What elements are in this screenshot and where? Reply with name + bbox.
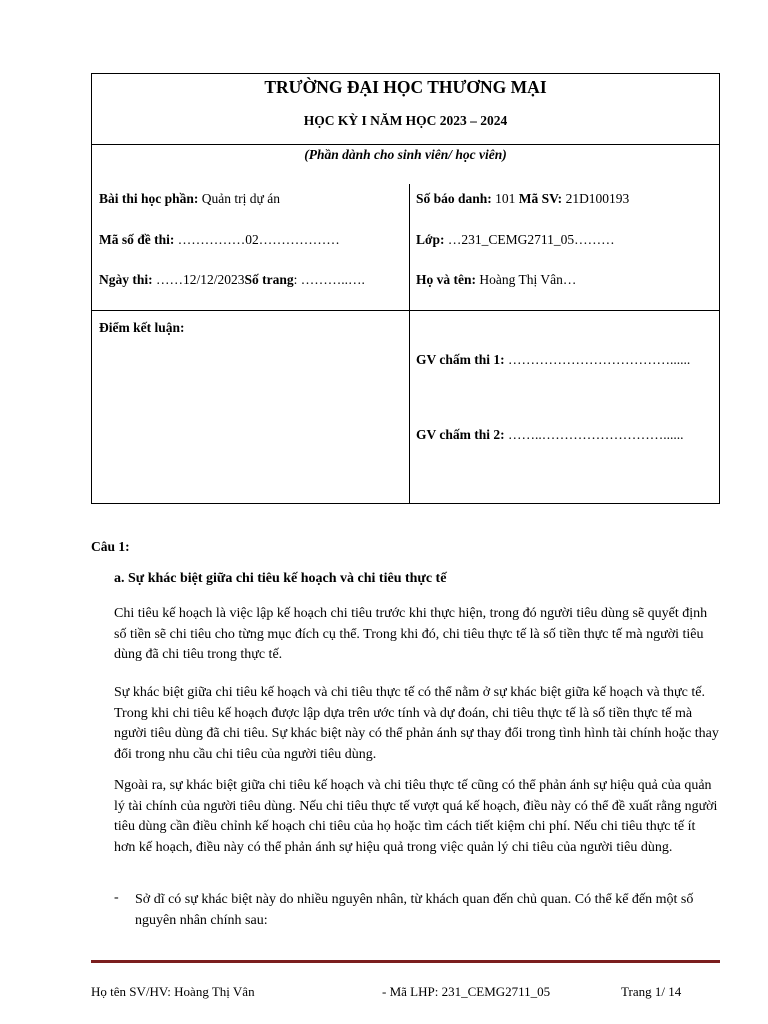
grader2-field <box>416 427 684 443</box>
exam-date-label: Ngày thi: <box>99 272 153 287</box>
class-field <box>416 232 615 248</box>
msv-value: 21D100193 <box>562 191 630 206</box>
subject-value: Quản trị dự án <box>198 191 280 206</box>
bullet-item-text: Sở dĩ có sự khác biệt này do nhiều nguyên nhân, từ khách quan đến chủ quan. Có thể kể đến một số nguyên nhân chính sau: <box>135 892 694 928</box>
exam-code-label: Mã số đề thi: <box>99 232 175 247</box>
msv-label: Mã SV: <box>518 191 563 206</box>
exam-header-table <box>91 73 720 504</box>
paragraph: Sự khác biệt giữa chi tiêu kế hoạch và chi tiêu thực tế có thể nằm ở sự khác biệt giữa kế hoạch và thực tế. Trong khi chi tiêu kế hoạch được lập dựa trên ước tính và dự đoán, chi tiêu thực tế là số tiền thực tế mà người tiêu dùng đã chi tiêu. Sự khác biệt này có thể phản ánh sự thay đổi trong tình hình tài chính hoặc thay đổi trong nhu cầu chi tiêu của người tiêu dùng. <box>114 685 719 762</box>
exam-code-field <box>99 232 340 248</box>
semester-title: HỌC KỲ I NĂM HỌC 2023 – 2024 <box>303 113 508 128</box>
exam-date-value: ……12/12/2023 <box>152 272 245 287</box>
paragraph: Chi tiêu kế hoạch là việc lập kế hoạch chi tiêu trước khi thực hiện, trong đó người tiêu dùng sẽ quyết định số tiền sẽ chi tiêu cho từng mục đích cụ thể. Trong khi đó, chi tiêu thực tế là số tiền thực tế mà người tiêu dùng đã chi tiêu trong thực tế. <box>114 606 708 663</box>
sbd-field <box>416 191 629 207</box>
section-a-title: a. Sự khác biệt giữa chi tiêu kế hoạch và chi tiêu thực tế <box>114 571 447 586</box>
score-field <box>99 320 185 336</box>
row-divider <box>92 310 719 311</box>
name-field <box>416 272 576 288</box>
paragraph: Ngoài ra, sự khác biệt giữa chi tiêu kế hoạch và chi tiêu thực tế cũng có thể phản ánh sự hiệu quả của quản lý tài chính của người tiêu dùng. Nếu chi tiêu thực tế vượt quá kế hoạch, điều này có thể đề xuất rằng người tiêu dùng cần điều chỉnh kế hoạch chi tiêu của họ hoặc tìm cách tiết kiệm chi phí. Nếu chi tiêu thực tế ít hơn kế hoạch, điều này có thể phản ánh sự hiệu quả trong việc quản lý chi tiêu của người tiêu dùng. <box>114 778 718 855</box>
grader2-value: ……..………………………...... <box>504 427 684 442</box>
name-label: Họ và tên: <box>416 272 476 287</box>
subject-label: Bài thi học phần: <box>99 191 199 206</box>
exam-date-field <box>99 272 365 288</box>
subject-field <box>99 191 280 207</box>
name-value: Hoàng Thị Vân… <box>476 272 577 287</box>
grader1-value: ………………………………...... <box>504 352 691 367</box>
footer-page-number: Trang 1/ 14 <box>621 984 682 999</box>
school-name: TRƯỜNG ĐẠI HỌC THƯƠNG MẠI <box>264 77 547 97</box>
score-label: Điểm kết luận: <box>99 320 185 335</box>
class-value: …231_CEMG2711_05……… <box>444 232 615 247</box>
pages-label: Số trang <box>244 272 294 287</box>
sbd-value: 101 <box>491 191 519 206</box>
question-title: Câu 1: <box>91 539 130 554</box>
footer-student: Họ tên SV/HV: Hoàng Thị Vân <box>91 984 255 999</box>
grader2-label: GV chấm thi 2: <box>416 427 505 442</box>
class-label: Lớp: <box>416 232 445 247</box>
student-section-note: (Phần dành cho sinh viên/ học viên) <box>304 147 507 162</box>
grader1-label: GV chấm thi 1: <box>416 352 505 367</box>
sbd-label: Số báo danh: <box>416 191 492 206</box>
grader1-field <box>416 352 690 368</box>
pages-value: : ………..…. <box>293 272 365 287</box>
footer-course-code: - Mã LHP: 231_CEMG2711_05 <box>382 984 551 999</box>
header-title-row <box>92 74 719 145</box>
exam-code-value: ……………02……………… <box>174 232 340 247</box>
column-divider <box>409 184 410 504</box>
footer-rule <box>91 960 720 963</box>
bullet-marker: - <box>114 890 119 905</box>
